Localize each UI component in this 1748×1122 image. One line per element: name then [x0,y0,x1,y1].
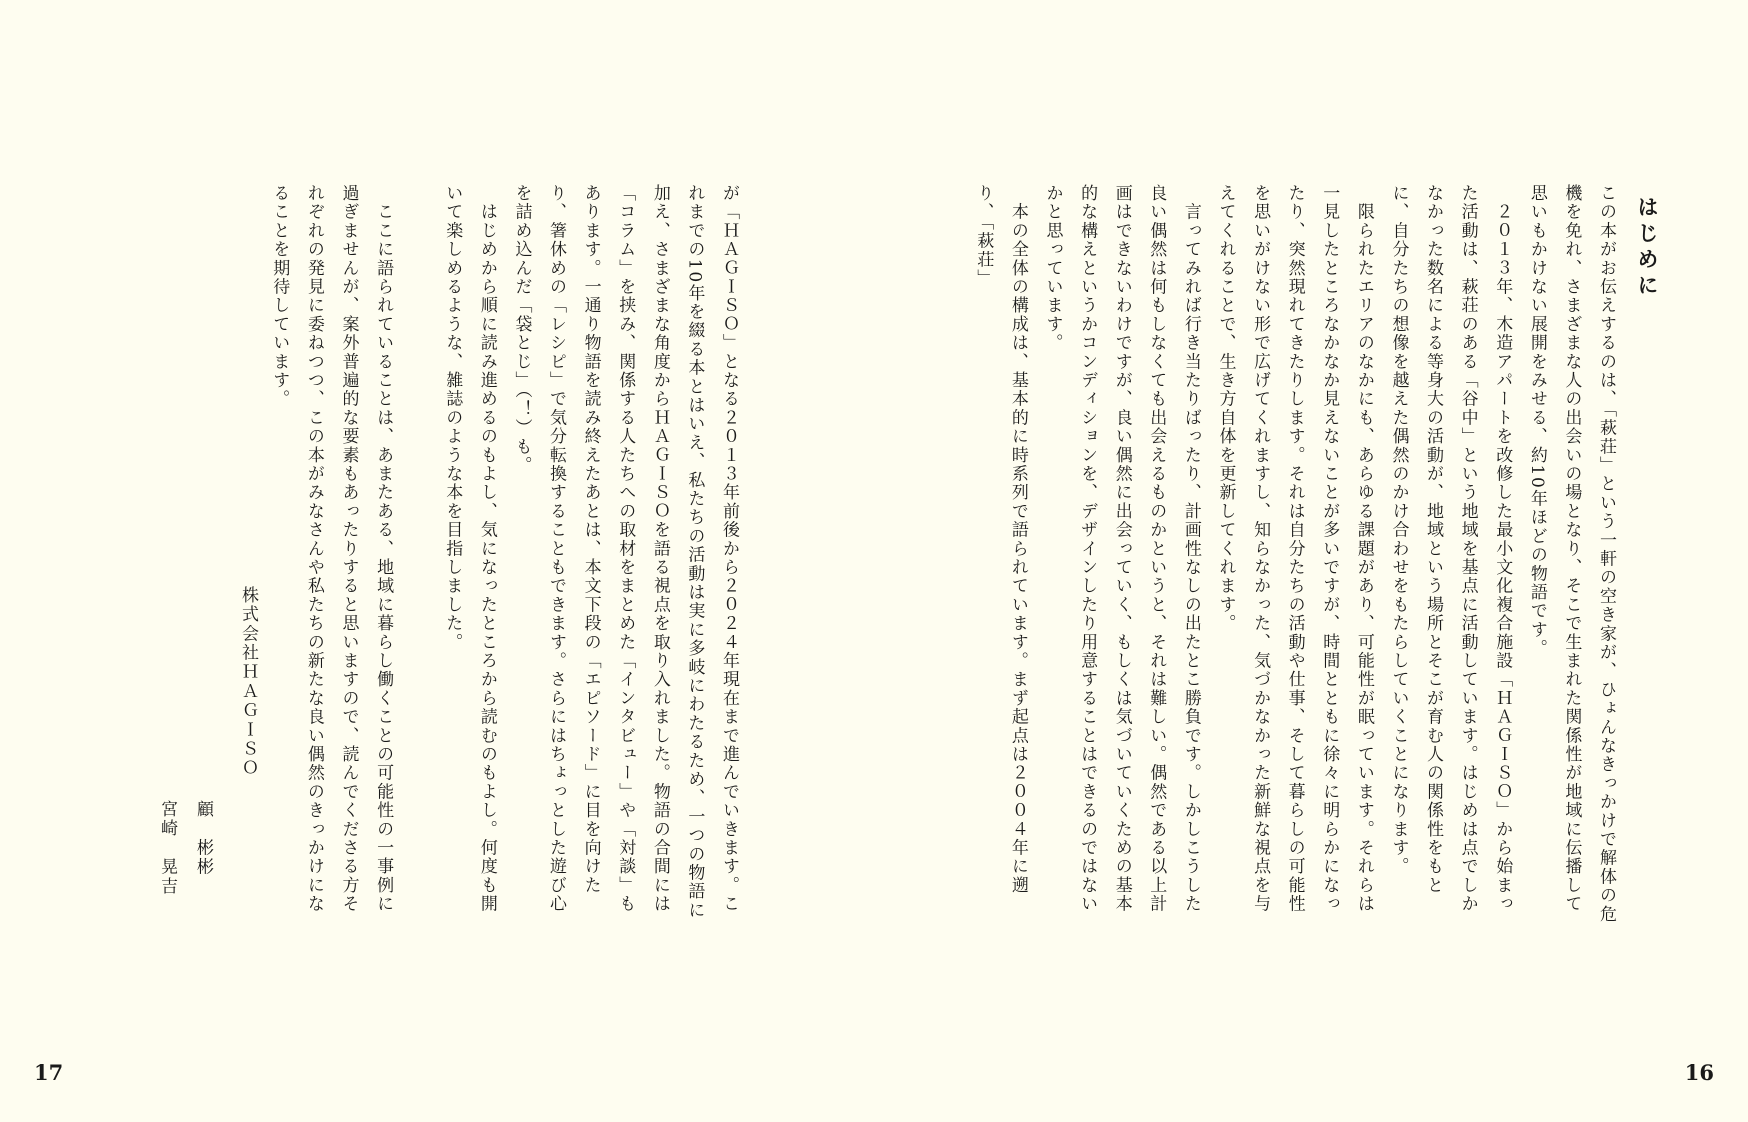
author-company: 株式会社ＨＡＧＩＳＯ [238,586,258,778]
author-names: 顧 彬彬 宮崎 晃吉 [157,800,213,896]
page-number-right: 16 [1684,1060,1714,1085]
body-text-left-page: が「ＨＡＧＩＳＯ」となる２０１３年前後から２０２４年現在まで進んでいきます。これまでの10年を綴る本とはいえ、私たちの活動は実に多岐にわたるため、一つの物語に加え、さまざまな角度からＨＡＧＩＳＯを語る視点を取り入れました。物語の合間には「コラム」を挟み、関係する人たちへの取材をまとめた「インタビュー」や「対談」もあります。一通り物語を読み終えたあとは、本文下段の「エピソード」に目を向けたり、箸休めの「レシピ」で気分転換することもできます。さらにはちょっとした遊び心を詰め込んだ「袋とじ」（！）も。 はじめから順に読み進めるのもよし、気になったところから読むのもよし。何度も開いて楽しめるような、雑誌のような本を目指しました。 ここに語られていることは、あまたある、地域に暮らし働くことの可能性の一事例に過ぎませんが、案外普遍的な要素もあったりすると思いますので、読んでくださる方それぞれの発見に委ねつつ、この本がみなさんや私たちの新たな良い偶然のきっかけになることを期待しています。 [269,184,739,920]
page-title: はじめに [1635,196,1660,300]
page-number-left: 17 [34,1060,64,1085]
body-text-right-page: この本がお伝えするのは、「萩荘」という一軒の空き家が、ひょんなきっかけで解体の危機を免れ、さまざまな人の出会いの場となり、そこで生まれた関係性が地域に伝播して思いもかけない展開をみせる、約10年ほどの物語です。 ２０１３年、木造アパートを改修した最小文化複合施設「ＨＡＧＩＳＯ」から始まった活動は、萩荘のある「谷中」という地域を基点に活動しています。はじめは点でしかなかった数名による等身大の活動が、地域という場所とそこが育む人の関係性をもとに、自分たちの想像を越えた偶然のかけ合わせをもたらしていくことになります。 限られたエリアのなかにも、あらゆる課題があり、可能性が眠っています。それらは一見したところなかなか見えないことが多いですが、時間とともに徐々に明らかになったり、突然現れてきたりします。それは自分たちの活動や仕事、そして暮らしの可能性を思いがけない形で広げてくれますし、知らなかった、気づかなかった新鮮な視点を与えてくれることで、生き方自体を更新してくれます。 言ってみれば行き当たりばったり、計画性なしの出たとこ勝負です。しかしこうした良い偶然は何もしなくても出会えるものかというと、それは難しい。偶然である以上計画はできないわけですが、良い偶然に出会っていく、もしくは気づいていくための基本的な構えというかコンディションを、デザインしたり用意することはできるのではないかと思っています。 本の全体の構成は、基本的に時系列で語られています。まず起点は２００４年に遡り、「萩荘」 [973,184,1616,924]
